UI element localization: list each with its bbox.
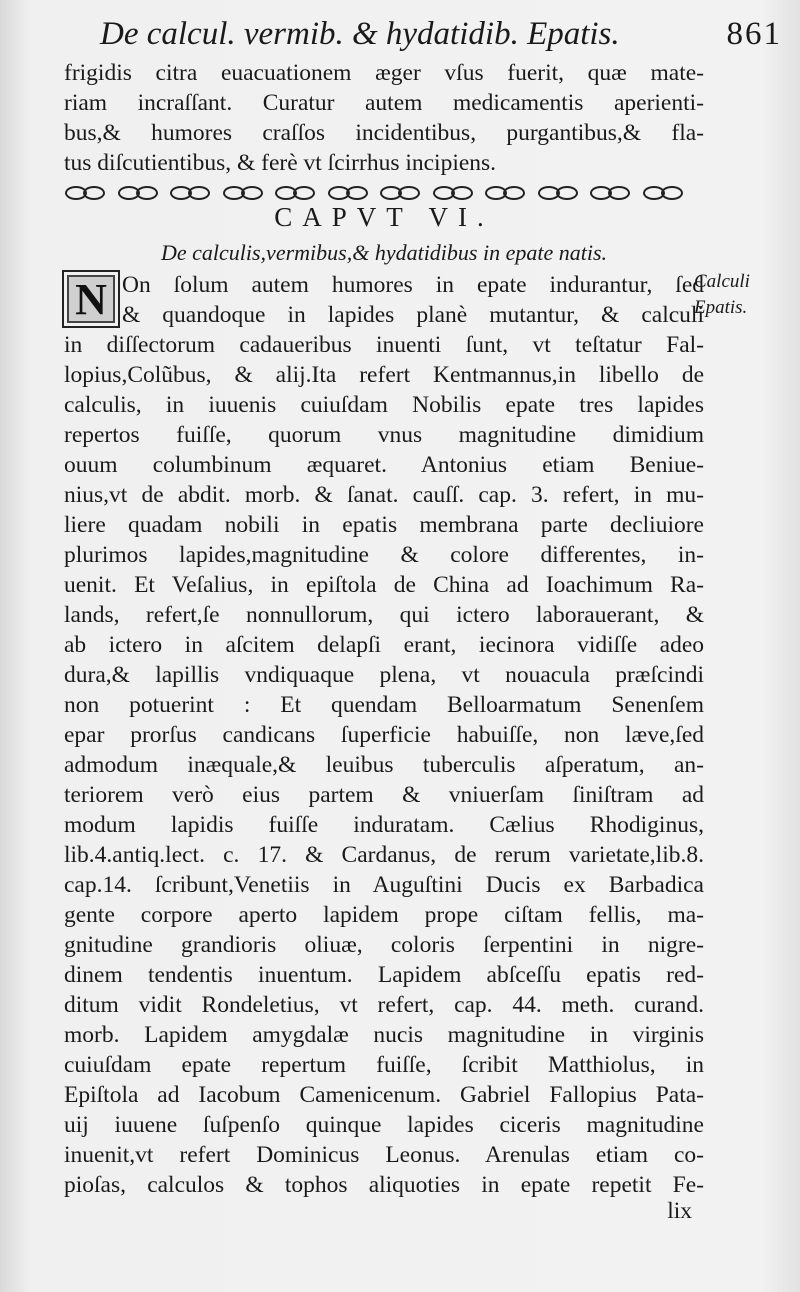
text-line: ditum vidit Rondeletius, vt refert, cap. 44. meth. curand. bbox=[64, 992, 704, 1018]
running-title: De calcul. vermib. & hydatidib. Epatis. bbox=[100, 16, 620, 52]
text-line: uenit. Et Veſalius, in epiſtola de China ad Ioachimum Ra- bbox=[64, 572, 704, 598]
ornament-icon bbox=[117, 185, 159, 197]
ornament-icon bbox=[274, 185, 316, 197]
text-line: ouum columbinum æquaret. Antonius etiam Beniue- bbox=[64, 452, 704, 478]
text-line: epar prorſus candicans ſuperficie habuiſſe, non læve,ſed bbox=[64, 722, 704, 748]
marginal-note-line2: Epatis. bbox=[694, 297, 748, 318]
text-line: ab ictero in aſcitem delapſi erant, iecinora vidiſſe adeo bbox=[64, 632, 704, 658]
text-line: plurimos lapides,magnitudine & colore differentes, in- bbox=[64, 542, 704, 568]
text-line: admodum inæquale,& leuibus tuberculis aſperatum, an- bbox=[64, 752, 704, 778]
text-line: modum lapidis fuiſſe induratam. Cælius Rhodiginus, bbox=[64, 812, 704, 838]
page-number: 861 bbox=[726, 16, 782, 52]
marginal-note-line1: Calculi bbox=[694, 271, 750, 292]
text-line: & quandoque in lapides planè mutantur, & calculi bbox=[122, 302, 704, 328]
text-line: lands, refert,ſe nonnullorum, qui ictero laborauerant, & bbox=[64, 602, 704, 628]
text-line: non potuerint : Et quendam Belloarmatum Senenſem bbox=[64, 692, 704, 718]
text-line: liere quadam nobili in epatis membrana parte decliuiore bbox=[64, 512, 704, 538]
text-line: calculis, in iuuenis cuiuſdam Nobilis epate tres lapides bbox=[64, 392, 704, 418]
chapter-subtitle: De calculis,vermibus,& hydatidibus in epate natis. bbox=[160, 240, 608, 265]
ornament-icon bbox=[379, 185, 421, 197]
ornamental-divider bbox=[64, 180, 684, 202]
text-line: teriorem verò eius partem & vniuerſam ſiniſtram ad bbox=[64, 782, 704, 808]
text-line: lopius,Colũbus, & alij.Ita refert Kentmannus,in libello de bbox=[64, 362, 704, 388]
text-line: morb. Lapidem amygdalæ nucis magnitudine in virginis bbox=[64, 1022, 704, 1048]
text-line: gente corpore aperto lapidem prope ciſtam fellis, ma- bbox=[64, 902, 704, 928]
catchword: lix bbox=[667, 1198, 692, 1224]
ornament-icon bbox=[484, 185, 526, 197]
ornament-icon bbox=[64, 185, 106, 197]
decorated-initial: N bbox=[62, 270, 120, 328]
text-line: inuenit,vt refert Dominicus Leonus. Arenulas etiam co- bbox=[64, 1142, 704, 1168]
ornament-icon bbox=[589, 185, 631, 197]
text-line: in diſſectorum cadaueribus inuenti ſunt, vt teſtatur Fal- bbox=[64, 332, 704, 358]
text-line: frigidis citra euacuationem æger vſus fuerit, quæ mate- bbox=[64, 60, 704, 86]
text-line: gnitudine grandioris oliuæ, coloris ſerpentini in nigre- bbox=[64, 932, 704, 958]
text-line: repertos fuiſſe, quorum vnus magnitudine dimidium bbox=[64, 422, 704, 448]
text-line: cuiuſdam epate repertum fuiſſe, ſcribit Matthiolus, in bbox=[64, 1052, 704, 1078]
text-line: On ſolum autem humores in epate indurantur, ſed bbox=[122, 272, 704, 298]
text-line: bus,& humores craſſos incidentibus, purgantibus,& fla- bbox=[64, 120, 704, 146]
ornament-icon bbox=[642, 185, 684, 197]
ornament-icon bbox=[432, 185, 474, 197]
ornament-icon bbox=[169, 185, 211, 197]
ornament-icon bbox=[537, 185, 579, 197]
text-line: uij iuuene ſuſpenſo quinque lapides ciceris magnitudine bbox=[64, 1112, 704, 1138]
text-line: cap.14. ſcribunt,Venetiis in Auguſtini Ducis ex Barbadica bbox=[64, 872, 704, 898]
text-line: riam incraſſant. Curatur autem medicamentis aperienti- bbox=[64, 90, 704, 116]
text-line: dura,& lapillis vndiquaque plena, vt nouacula præſcindi bbox=[64, 662, 704, 688]
ornament-icon bbox=[222, 185, 264, 197]
text-line: tus diſcutientibus, & ferè vt ſcirrhus incipiens. bbox=[64, 150, 497, 176]
text-line: dinem tendentis inuentum. Lapidem abſceſſu epatis red- bbox=[64, 962, 704, 988]
running-header bbox=[100, 14, 790, 58]
text-line: nius,vt de abdit. morb. & ſanat. cauſſ. cap. 3. refert, in mu- bbox=[64, 482, 704, 508]
text-line: Epiſtola ad Iacobum Camenicenum. Gabriel Fallopius Pata- bbox=[64, 1082, 704, 1108]
text-line: lib.4.antiq.lect. c. 17. & Cardanus, de rerum varietate,lib.8. bbox=[64, 842, 704, 868]
ornament-icon bbox=[327, 185, 369, 197]
chapter-heading: CAPVT VI. bbox=[274, 202, 494, 232]
text-line: pioſas, calculos & tophos aliquoties in epate repetit Fe- bbox=[64, 1172, 704, 1198]
